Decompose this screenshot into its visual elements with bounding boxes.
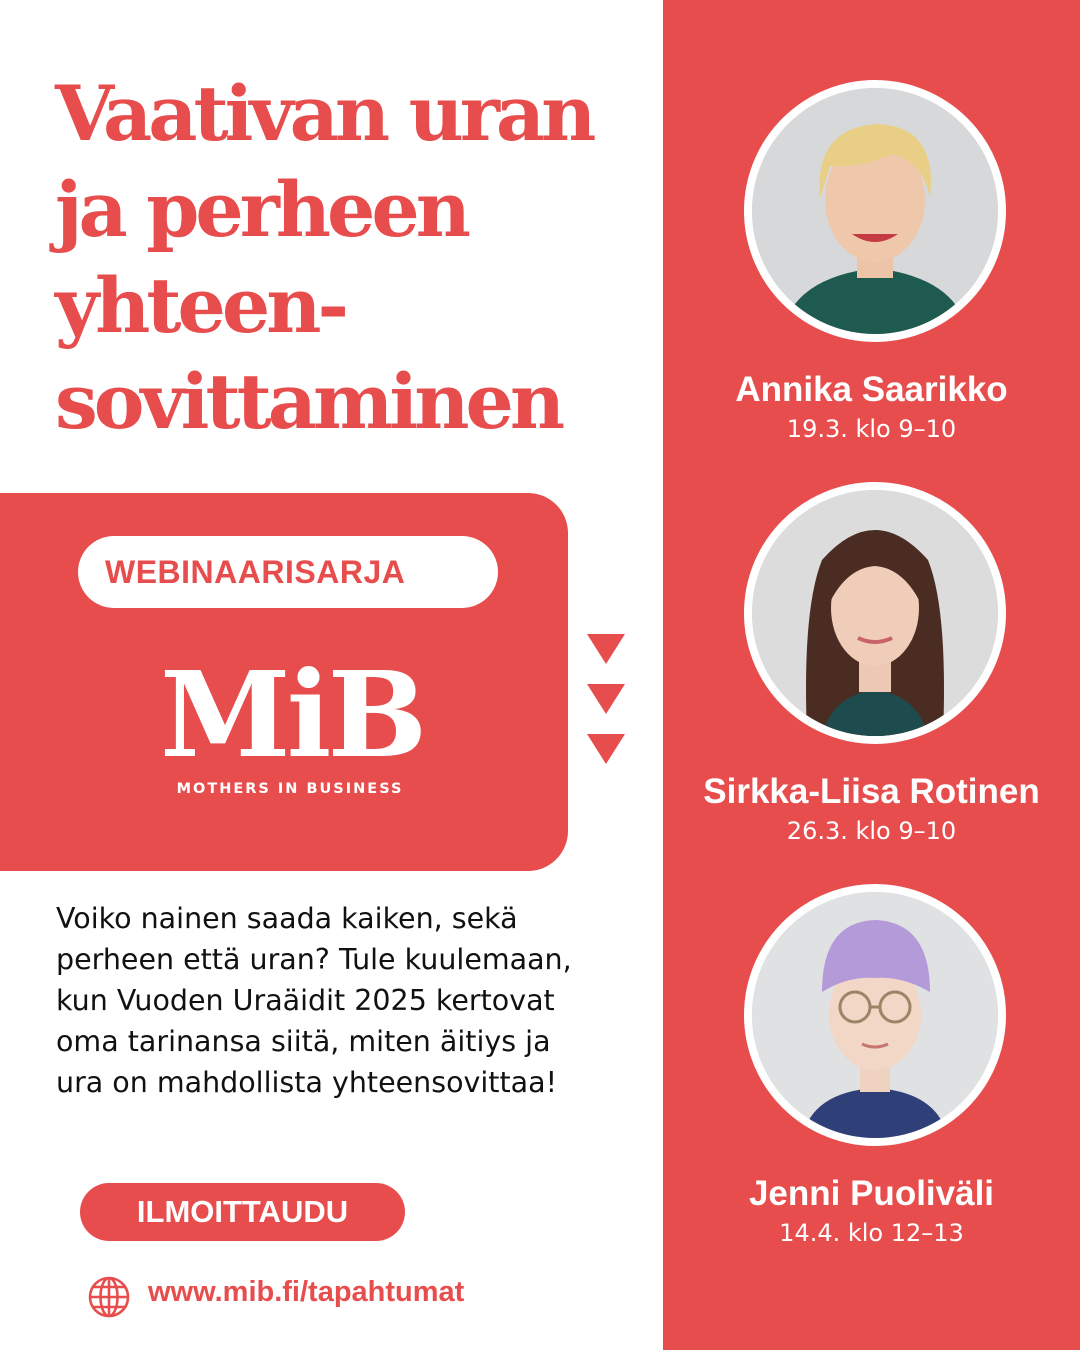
speaker-photo [744,884,1006,1146]
webinar-series-label: WEBINAARISARJA [105,553,406,590]
mib-logo [160,645,424,797]
arrow-down-icon [587,634,625,664]
play-icon [498,552,536,592]
speaker-name: Jenni Puoliväli [748,1174,995,1213]
headline-line: sovittaminen [55,357,562,446]
headline-line: yhteen- [55,261,346,350]
website-link[interactable]: www.mib.fi/tapahtumat [148,1276,465,1308]
logo-subtitle: MOTHERS IN BUSINESS [176,781,404,797]
headline-line: ja perheen [55,165,467,254]
arrow-down-icon [587,684,625,714]
logo-mark: MiB [160,645,424,784]
headline-line: Vaativan uran [55,69,593,158]
speaker-photo [744,482,1006,744]
headline [55,66,655,450]
arrow-down-icon [587,734,625,764]
speaker-date: 19.3. klo 9–10 [786,415,957,443]
speaker-photo [744,80,1006,342]
speaker-date: 14.4. klo 12–13 [779,1219,964,1247]
speaker-name: Sirkka-Liisa Rotinen [703,772,1040,811]
speaker-name: Annika Saarikko [735,370,1008,409]
description-text: Voiko nainen saada kaiken, sekä perheen että uran? Tule kuulemaan, kun Vuoden Uraäidit 2025 kertovat oma tarinansa siitä, miten äitiys ja ura on mahdollista yhteensovittaa! [56,902,572,1099]
webinar-series-badge [78,536,498,608]
globe-icon [87,1275,131,1319]
register-button[interactable]: ILMOITTAUDU [80,1183,405,1241]
speaker-date: 26.3. klo 9–10 [786,817,957,845]
